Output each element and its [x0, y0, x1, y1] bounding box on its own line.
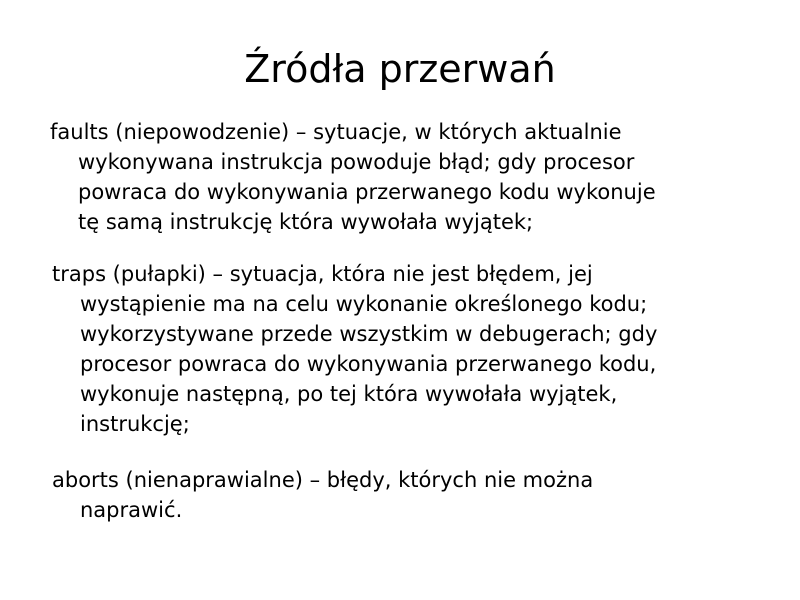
paragraph-line: instrukcję; — [80, 412, 190, 436]
paragraph-line: powraca do wykonywania przerwanego kodu wykonuje — [78, 180, 656, 204]
paragraph-line: naprawić. — [80, 498, 183, 522]
paragraph-line: faults (niepowodzenie) – sytuacje, w których aktualnie — [50, 120, 622, 144]
paragraph-line: procesor powraca do wykonywania przerwanego kodu, — [80, 352, 657, 376]
paragraph-line: tę samą instrukcję która wywołała wyjątek; — [78, 210, 534, 234]
paragraph-line: aborts (nienaprawialne) – błędy, których nie można — [52, 468, 594, 492]
slide-title: Źródła przerwań — [244, 47, 556, 91]
paragraph-line: wykonuje następną, po tej która wywołała wyjątek, — [80, 382, 618, 406]
paragraph-line: wykonywana instrukcja powoduje błąd; gdy procesor — [78, 150, 635, 174]
paragraph-faults — [50, 117, 656, 237]
paragraph-traps — [52, 259, 657, 439]
paragraph-line: traps (pułapki) – sytuacja, która nie jest błędem, jej — [52, 262, 593, 286]
paragraph-line: wykorzystywane przede wszystkim w debugerach; gdy — [80, 322, 658, 346]
paragraph-aborts — [52, 465, 593, 525]
paragraph-line: wystąpienie ma na celu wykonanie określonego kodu; — [80, 292, 648, 316]
